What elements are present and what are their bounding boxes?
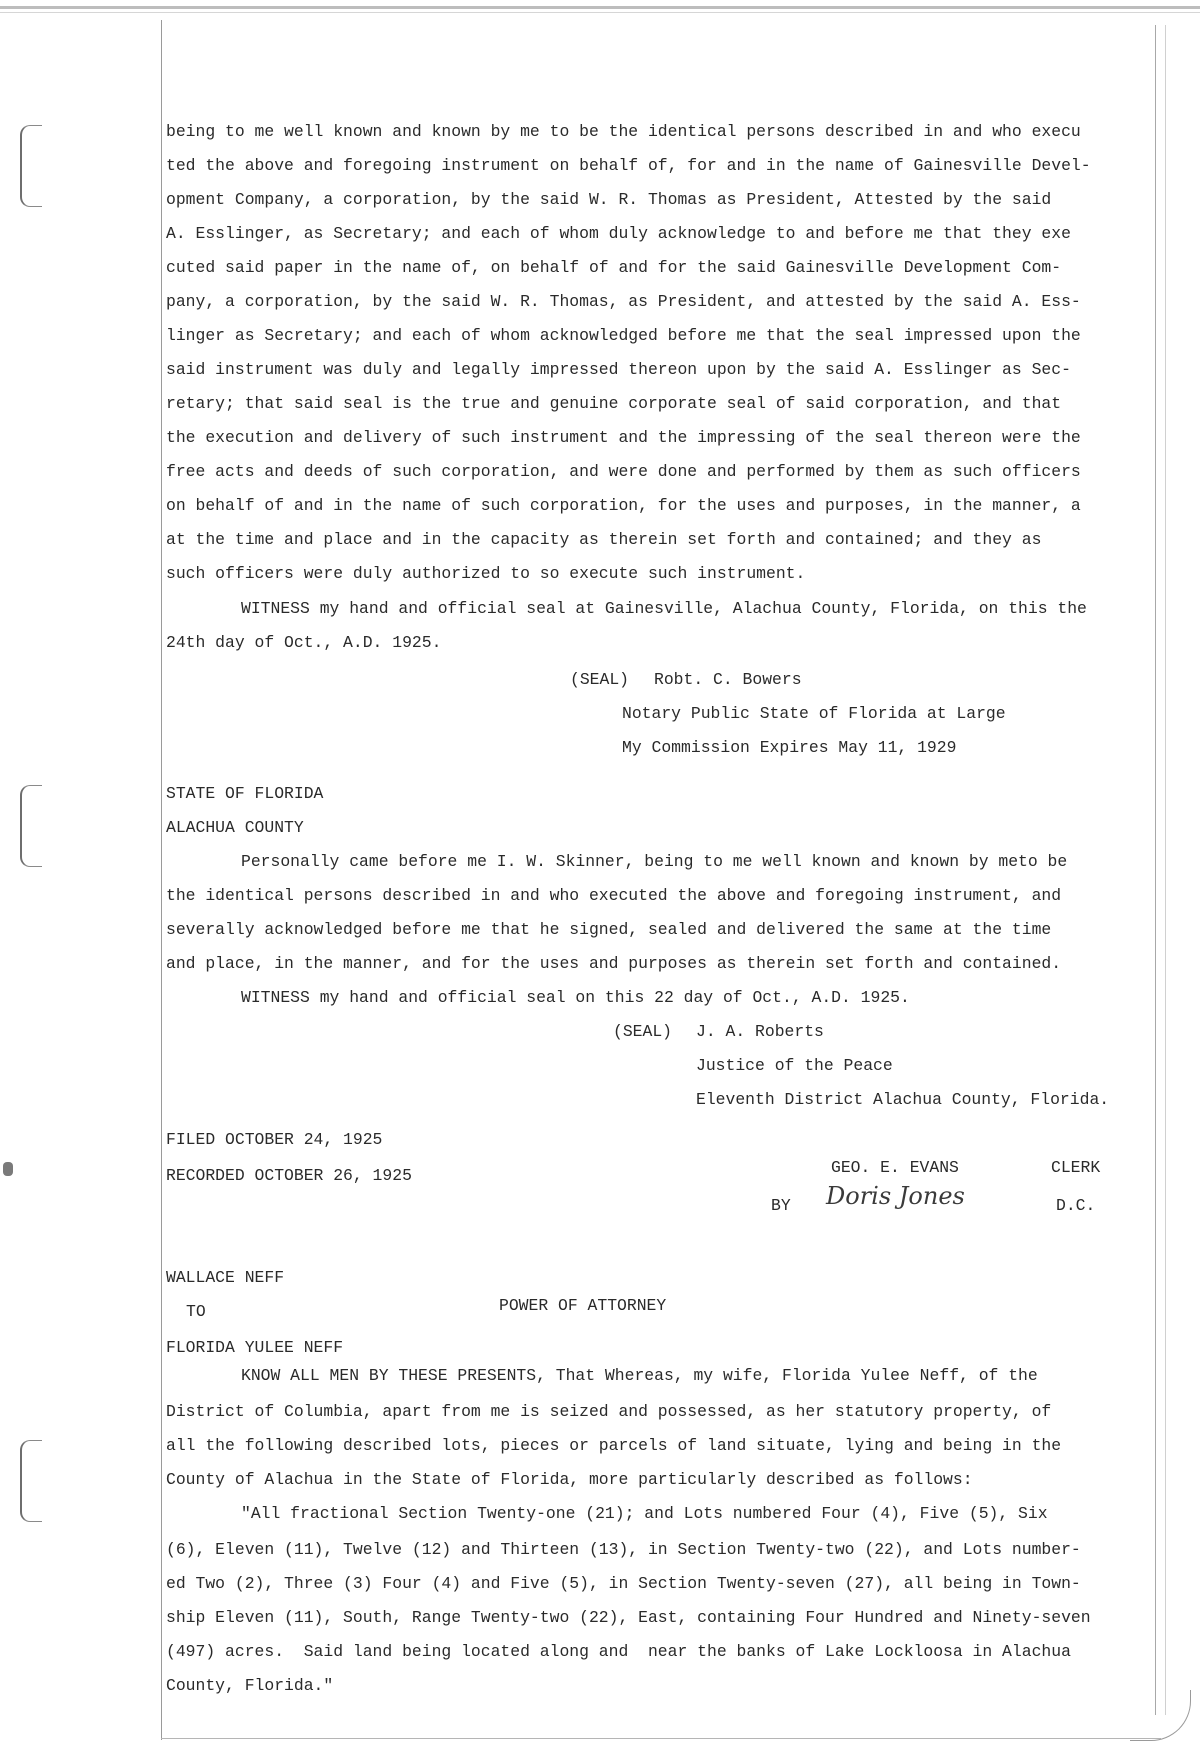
body-line: at the time and place and in the capacity as therein set forth and contained; and they as xyxy=(166,530,1042,549)
body-line: said instrument was duly and legally impressed thereon upon by the said A. Esslinger as Sec- xyxy=(166,360,1071,379)
body-line: A. Esslinger, as Secretary; and each of whom duly acknowledge to and before me that they exe xyxy=(166,224,1071,243)
notary-name: Robt. C. Bowers xyxy=(654,670,802,689)
body-line: linger as Secretary; and each of whom acknowledged before me that the seal impressed upon the xyxy=(166,326,1081,345)
deputy-clerk-label: D.C. xyxy=(1056,1196,1096,1215)
body-line: ted the above and foregoing instrument on behalf of, for and in the name of Gainesville Devel- xyxy=(166,156,1091,175)
deputy-signature: Doris Jones xyxy=(826,1182,965,1210)
county-heading: ALACHUA COUNTY xyxy=(166,818,304,837)
by-label: BY xyxy=(771,1196,791,1215)
notary-seal: (SEAL) xyxy=(570,670,630,689)
body-line: KNOW ALL MEN BY THESE PRESENTS, That Whereas, my wife, Florida Yulee Neff, of the xyxy=(241,1366,1038,1385)
left-margin-line xyxy=(161,20,162,1740)
body-line: on behalf of and in the name of such corporation, for the uses and purposes, in the manner, a xyxy=(166,496,1081,515)
body-line: the execution and delivery of such instrument and the impressing of the seal thereon were the xyxy=(166,428,1081,447)
binder-hole-icon xyxy=(20,785,42,867)
grantor-name: WALLACE NEFF xyxy=(166,1268,285,1287)
body-line: severally acknowledged before me that he signed, sealed and delivered the same at the time xyxy=(166,920,1052,939)
body-line: pany, a corporation, by the said W. R. Thomas, as President, and attested by the said A. Ess- xyxy=(166,292,1081,311)
body-line: retary; that said seal is the true and genuine corporate seal of said corporation, and that xyxy=(166,394,1062,413)
body-line: (497) acres. Said land being located along and near the banks of Lake Lockloosa in Alachua xyxy=(166,1642,1071,1661)
body-line: free acts and deeds of such corporation, and were done and performed by them as such officers xyxy=(166,462,1081,481)
page-top-rule-thin xyxy=(0,12,1200,13)
body-line: "All fractional Section Twenty-one (21); and Lots numbered Four (4), Five (5), Six xyxy=(241,1504,1048,1523)
page-corner-curl xyxy=(1130,1690,1191,1741)
right-margin-line xyxy=(1155,25,1156,1715)
justice-title: Justice of the Peace xyxy=(696,1056,893,1075)
clerk-title: CLERK xyxy=(1051,1158,1101,1177)
body-line: the identical persons described in and who executed the above and foregoing instrument, and xyxy=(166,886,1062,905)
body-line: District of Columbia, apart from me is seized and possessed, as her statutory property, of xyxy=(166,1402,1052,1421)
right-margin-line-outer xyxy=(1165,25,1166,1715)
body-line: and place, in the manner, and for the uses and purposes as therein set forth and contained. xyxy=(166,954,1062,973)
to-label: TO xyxy=(186,1302,206,1321)
witness-line: WITNESS my hand and official seal at Gainesville, Alachua County, Florida, on this the xyxy=(241,599,1087,618)
body-line: cuted said paper in the name of, on behalf of and for the said Gainesville Development Com- xyxy=(166,258,1062,277)
document-title: POWER OF ATTORNEY xyxy=(499,1296,667,1315)
body-line: (6), Eleven (11), Twelve (12) and Thirteen (13), in Section Twenty-two (22), and Lots number- xyxy=(166,1540,1081,1559)
witness-date: 24th day of Oct., A.D. 1925. xyxy=(166,633,442,652)
ink-speck xyxy=(3,1162,13,1176)
body-line: Personally came before me I. W. Skinner, being to me well known and known by meto be xyxy=(241,852,1068,871)
justice-name: J. A. Roberts xyxy=(696,1022,824,1041)
page-top-rule xyxy=(0,6,1200,9)
state-heading: STATE OF FLORIDA xyxy=(166,784,324,803)
body-line: ship Eleven (11), South, Range Twenty-two (22), East, containing Four Hundred and Ninety-seven xyxy=(166,1608,1091,1627)
grantee-name: FLORIDA YULEE NEFF xyxy=(166,1338,344,1357)
notary-commission: My Commission Expires May 11, 1929 xyxy=(622,738,957,757)
body-line: opment Company, a corporation, by the said W. R. Thomas as President, Attested by the said xyxy=(166,190,1052,209)
binder-hole-icon xyxy=(20,1440,42,1522)
binder-hole-icon xyxy=(20,125,42,207)
clerk-name: GEO. E. EVANS xyxy=(831,1158,959,1177)
justice-district: Eleventh District Alachua County, Florida. xyxy=(696,1090,1110,1109)
body-line: all the following described lots, pieces or parcels of land situate, lying and being in the xyxy=(166,1436,1062,1455)
bottom-margin-line xyxy=(161,1738,1161,1739)
body-line: ed Two (2), Three (3) Four (4) and Five (5), in Section Twenty-seven (27), all being in Town- xyxy=(166,1574,1081,1593)
notary-title: Notary Public State of Florida at Large xyxy=(622,704,1006,723)
recorded-date: RECORDED OCTOBER 26, 1925 xyxy=(166,1166,412,1185)
body-line: such officers were duly authorized to so execute such instrument. xyxy=(166,564,806,583)
body-line: being to me well known and known by me to be the identical persons described in and who execu xyxy=(166,122,1081,141)
filed-date: FILED OCTOBER 24, 1925 xyxy=(166,1130,383,1149)
witness-line: WITNESS my hand and official seal on this 22 day of Oct., A.D. 1925. xyxy=(241,988,910,1007)
justice-seal: (SEAL) xyxy=(613,1022,673,1041)
body-line: County of Alachua in the State of Florida, more particularly described as follows: xyxy=(166,1470,973,1489)
body-line: County, Florida." xyxy=(166,1676,334,1695)
